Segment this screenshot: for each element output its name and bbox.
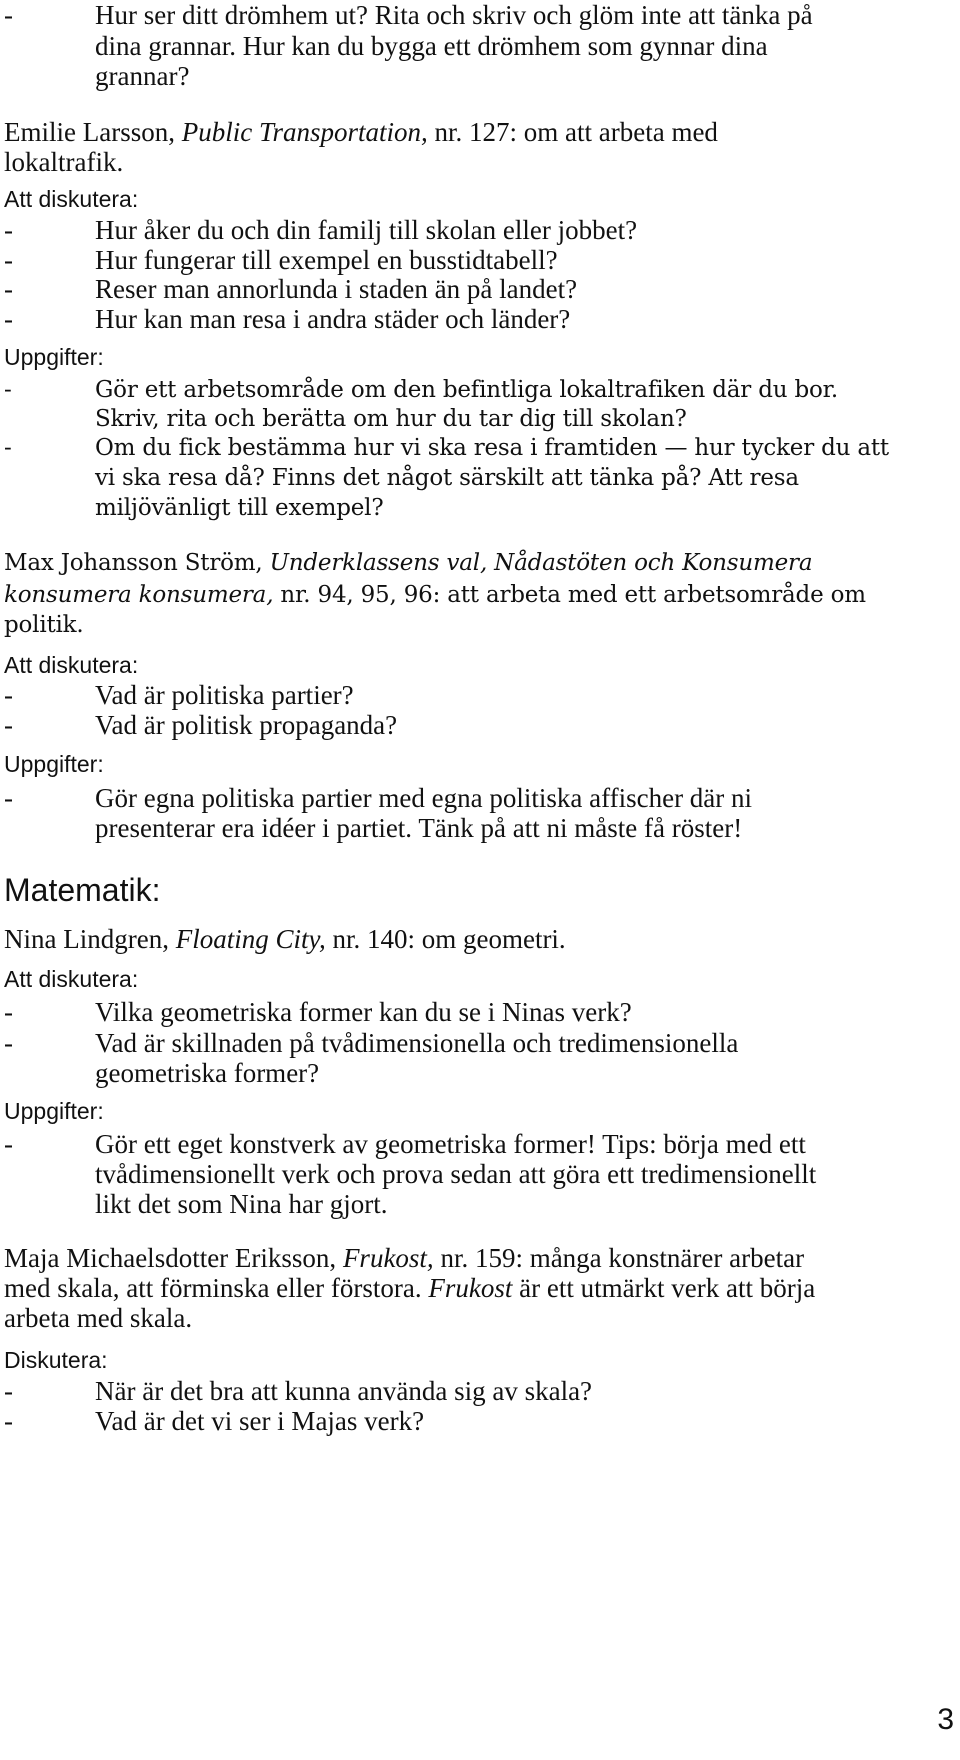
intro-line-2: dina grannar. Hur kan du bygga ett drömhem som gynnar dina [95,31,768,61]
tasks-label: Uppgifter: [4,344,104,370]
artist-name: Max Johansson Ström, [4,550,270,576]
list-dash: - [4,783,13,813]
artwork-number: nr. 159: många konstnärer arbetar [433,1243,805,1273]
artist-name: Emilie Larsson, [4,117,182,147]
strom-intro [4,548,812,578]
artwork-number: nr. 140: om geometri. [325,924,566,954]
discuss-item: Reser man annorlunda i staden än på landet? [95,274,578,304]
larsson-intro [4,117,718,147]
work-title: Underklassens val, Nådastöten och Konsumera [269,550,813,576]
list-dash: - [4,997,13,1027]
artwork-numbers: nr. 94, 95, 96: att arbeta med ett arbetsområde om [273,582,866,608]
eriksson-intro-line-3: arbeta med skala. [4,1303,193,1333]
discuss-item: Hur fungerar till exempel en busstidtabell? [95,245,558,275]
list-dash: - [4,377,12,403]
work-title: Floating City, [175,924,326,954]
list-dash: - [4,215,13,245]
discuss-item: Hur åker du och din familj till skolan eller jobbet? [95,215,638,245]
task-item-continued: tvådimensionellt verk och prova sedan att göra ett tredimensionellt [95,1159,817,1189]
tasks-label: Uppgifter: [4,751,104,777]
task-item: Gör egna politiska partier med egna politiska affischer där ni [95,783,753,813]
work-title: Public Transportation, [181,117,428,147]
list-dash: - [4,274,13,304]
section-heading-matematik: Matematik: [4,872,161,908]
discuss-item: När är det bra att kunna använda sig av skala? [95,1376,593,1406]
eriksson-intro [4,1243,804,1273]
list-dash: - [4,1406,13,1436]
list-dash: - [4,1376,13,1406]
work-title: Frukost [428,1273,513,1303]
list-dash: - [4,435,12,461]
list-dash: - [4,1129,13,1159]
task-item: Gör ett eget konstverk av geometriska former! Tips: börja med ett [95,1129,806,1159]
tasks-label: Uppgifter: [4,1098,104,1124]
task-item-continued: likt det som Nina har gjort. [95,1189,388,1219]
list-dash: - [4,680,13,710]
discuss-label: Att diskutera: [4,652,139,678]
strom-intro-line-2 [4,580,866,610]
task-item: Om du fick bestämma hur vi ska resa i framtiden — hur tycker du att [95,435,889,461]
task-item-continued: miljövänligt till exempel? [95,495,384,521]
list-dash: - [4,245,13,275]
discuss-label: Diskutera: [4,1347,108,1373]
list-dash: - [4,1028,13,1058]
artist-name: Nina Lindgren, [4,924,176,954]
list-dash: - [4,710,13,740]
list-dash: - [4,0,13,30]
task-item-continued: presenterar era idéer i partiet. Tänk på att ni måste få röster! [95,813,743,843]
page-number: 3 [937,1703,954,1736]
work-title: konsumera konsumera, [4,582,274,608]
discuss-label: Att diskutera: [4,966,139,992]
discuss-item: Vad är det vi ser i Majas verk? [95,1406,425,1436]
discuss-item: Vad är skillnaden på tvådimensionella och tredimensionella [95,1028,739,1058]
intro-text: med skala, att förminska eller förstora. [4,1273,429,1303]
discuss-item: Vilka geometriska former kan du se i Ninas verk? [95,997,632,1027]
discuss-item: Hur kan man resa i andra städer och länder? [95,304,571,334]
artwork-number: nr. 127: om att arbeta med [427,117,718,147]
intro-text: är ett utmärkt verk att börja [512,1273,816,1303]
discuss-item: Vad är politisk propaganda? [95,710,398,740]
intro-line-3: grannar? [95,61,190,91]
lindgren-intro [4,924,566,954]
task-item-continued: Skriv, rita och berätta om hur du tar dig till skolan? [95,406,687,432]
discuss-item: Vad är politiska partier? [95,680,354,710]
strom-intro-line-3: politik. [4,612,84,638]
task-item: Gör ett arbetsområde om den befintliga lokaltrafiken där du bor. [95,377,839,403]
list-dash: - [4,304,13,334]
discuss-item-continued: geometriska former? [95,1058,320,1088]
task-item-continued: vi ska resa då? Finns det något särskilt att tänka på? Att resa [95,465,799,491]
artist-name: Maja Michaelsdotter Eriksson, [4,1243,343,1273]
work-title: Frukost, [342,1243,434,1273]
larsson-intro-line-2: lokaltrafik. [4,147,124,177]
intro-line-1: Hur ser ditt drömhem ut? Rita och skriv och glöm inte att tänka på [95,0,813,30]
eriksson-intro-line-2 [4,1273,815,1303]
discuss-label: Att diskutera: [4,186,139,212]
